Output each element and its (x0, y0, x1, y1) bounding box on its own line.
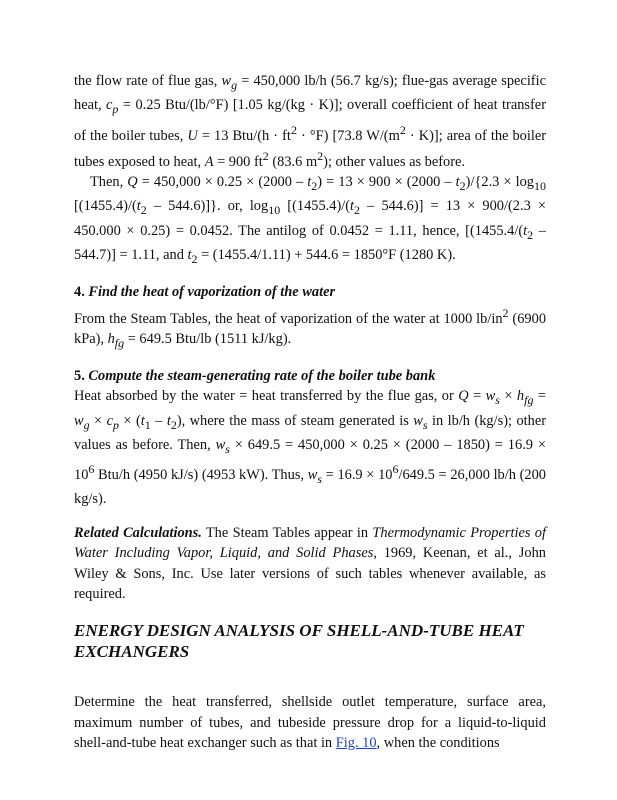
step-5-title: Compute the steam-generating rate of the boiler tube bank (88, 367, 436, 384)
step-4-body: From the Steam Tables, the heat of vaporization of the water at 1000 $lb/in^2$ (6900 kPa), $h_{fg} = 649.5$ Btu/lb (1511 kJ/kg). (74, 305, 547, 350)
related-calculations-label: Related Calculations. (74, 524, 202, 541)
paragraph-solve-outlet-temp: Then, $Q = 450,000 \times 0.25 \times (2000 - t_2) = 13 \times 900 \times (2000 - t_2)/\{2.3 \times \log_{10} [(1455.4)/(t_2 - 544.6)]\}$. or, $\log_{10} [(1455.4)/(t_2 - 544.6)] = 13 \times 900/(2.3 \times 450.000 \times 0.25) = 0.0452$. The antilog of 0.0452 = 1.11, hence, [$(1455.4/(t_2 - 544.7)] = 1.11$, and $t_2 = (1455.4/1.11) + 544.6 = 1850^\circ F$ (1280 K). (74, 173, 546, 266)
page-content (74, 71, 546, 754)
intro-text: Determine the heat transferred, shellside outlet temperature, surface area, maximum number of tubes, and tubeside pressure drop for a liquid-to-liquid shell-and-tube heat exchanger such as that in (74, 694, 546, 752)
intro-paragraph (74, 692, 546, 753)
step-5-body: Heat absorbed by the water = heat transferred by the flue gas, or $Q = w_s \times h_{fg} = w_g \times c_p \times (t_1 - t_2)$, where the mass of steam generated is $w_s$ in lb/h (kg/s); other values as before. Then, $w_s \times 649.5 = 450,000 \times 0.25 \times (2000 - 1850) = 16.9 \times 10^6$ Btu/h (4950 kJ/s) (4953 kW). Thus, $w_s = 16.9 \times 10^6/649.5 = 26,000$ lb/h (200 kg/s). (74, 388, 547, 508)
step-4-number: 4. (74, 284, 85, 301)
section-heading: ENERGY DESIGN ANALYSIS OF SHELL-AND-TUBE HEAT EXCHANGERS (74, 621, 524, 662)
paragraph-given-values: the flow rate of flue gas, $w_g = 450,000$ lb/h (56.7 kg/s); flue-gas average specific heat, $c_p = 0.25$ Btu/(lb/°F) [1.05 kg/(kg · K)]; overall coefficient of heat transfer of the boiler tubes, U = 13 $Btu/(h \cdot ft^2 \cdot ^\circ F)$ [73.8 $W/(m^2 \cdot K)$]; area of the boiler tubes exposed to heat, A = 900 $ft^2$ (83.6 $m^2$); other values as before. (74, 73, 547, 170)
fig-10-link[interactable]: Fig. 10 (335, 735, 377, 752)
related-calculations: Related Calculations. The Steam Tables appear in Thermodynamic Properties of Water Including Vapor, Liquid, and Solid Phases, 1969, Keenan, et al., John Wiley & Sons, Inc. Use later versions of such tables whenever available, as required. (74, 524, 546, 602)
step-5-heading (74, 366, 546, 386)
step-4-title: Find the heat of vaporization of the water (88, 284, 336, 301)
step-4-heading (74, 282, 546, 302)
step-5-number: 5. (74, 367, 85, 384)
intro-text-tail: , when the conditions (376, 735, 500, 752)
